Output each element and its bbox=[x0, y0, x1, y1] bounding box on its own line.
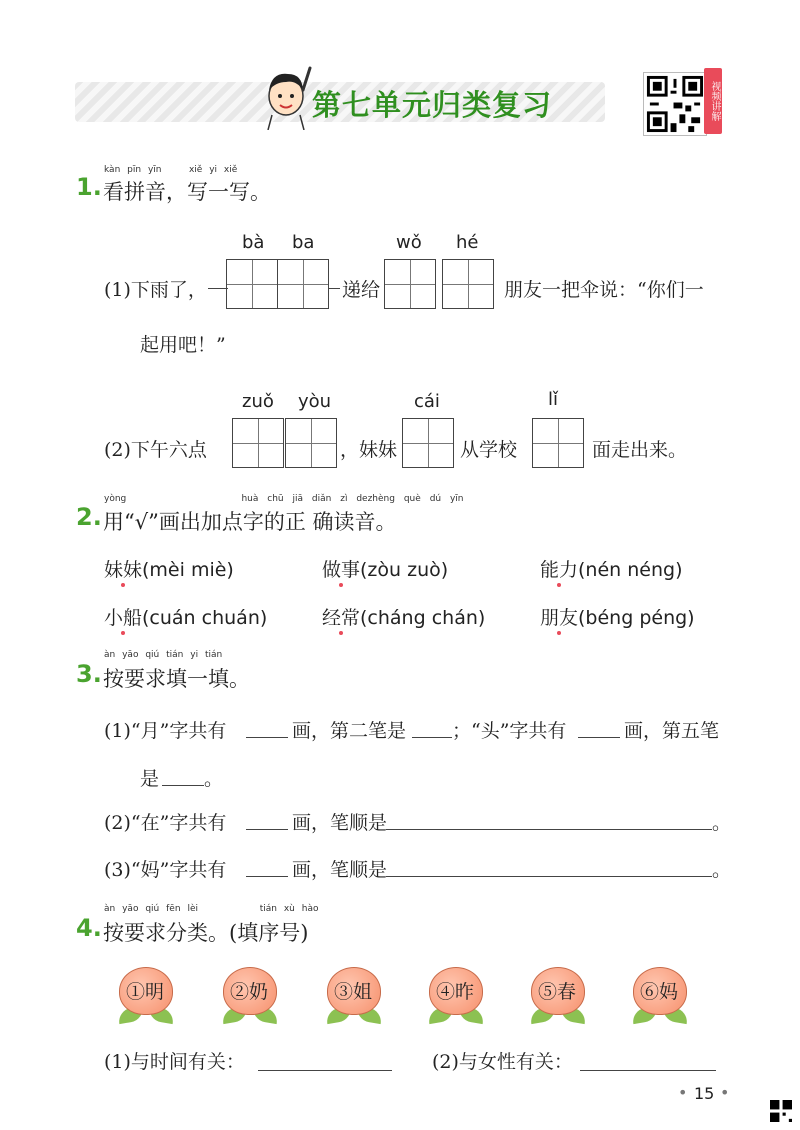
q3-2-b: 画，笔顺是 bbox=[292, 812, 388, 834]
blank-line[interactable] bbox=[386, 829, 712, 830]
section4-number: 4. bbox=[76, 914, 102, 942]
section1-pinyin: kàn pīn yīn xiě yi xiě bbox=[104, 165, 238, 175]
q3-1-b: 画，第二笔是 bbox=[292, 720, 407, 742]
q2-mid2: 从学校 bbox=[460, 439, 518, 461]
section2-number: 2. bbox=[76, 503, 102, 531]
blank-line[interactable] bbox=[412, 737, 452, 738]
section3-title: 按要求填一填。 bbox=[103, 667, 250, 691]
page-dot-left: • bbox=[678, 1083, 688, 1102]
choice-item[interactable]: 做事(zòu zuò) bbox=[322, 559, 449, 581]
q3-3-b: 画，笔顺是 bbox=[292, 859, 388, 881]
q2-pinyin-li: lǐ bbox=[548, 389, 559, 410]
q1-after: 朋友一把伞说：“你们一 bbox=[504, 279, 704, 301]
q3-3-end: 。 bbox=[712, 859, 732, 881]
q3-1-a: (1)“月”字共有 bbox=[104, 720, 227, 742]
q1-leadline bbox=[208, 288, 228, 289]
blank-line[interactable] bbox=[246, 829, 288, 830]
q2-pinyin-zuo: zuǒ bbox=[242, 391, 274, 412]
section4-pinyin: àn yāo qiú fēn lèi tián xù hào bbox=[104, 904, 319, 914]
writing-box[interactable] bbox=[532, 418, 584, 468]
section1-title: 看拼音，写一写。 bbox=[103, 180, 271, 204]
blank-line[interactable] bbox=[246, 876, 288, 877]
answer-line[interactable] bbox=[580, 1070, 716, 1071]
writing-box[interactable] bbox=[226, 259, 278, 309]
q2-pinyin-you: yòu bbox=[298, 391, 332, 412]
q1-mid: 递给 bbox=[342, 279, 381, 301]
section4-title: 按要求分类。(填序号) bbox=[103, 921, 309, 945]
choice-item[interactable]: 经常(cháng chán) bbox=[322, 607, 486, 629]
choice-item[interactable]: 能力(nén néng) bbox=[540, 559, 683, 581]
section3-pinyin: àn yāo qiú tián yi tián bbox=[104, 650, 223, 660]
peach-card: ⑤春 bbox=[524, 964, 590, 1034]
blank-line[interactable] bbox=[386, 876, 712, 877]
choice-item[interactable]: 小船(cuán chuán) bbox=[104, 607, 268, 629]
peach-card: ③姐 bbox=[320, 964, 386, 1034]
blank-line[interactable] bbox=[578, 737, 620, 738]
q2-pinyin-cai: cái bbox=[414, 391, 440, 412]
q3-1-d: 画，第五笔 bbox=[624, 720, 720, 742]
page-dot-right: • bbox=[720, 1083, 730, 1102]
page-title: 第七单元归类复习 bbox=[312, 88, 553, 122]
section1-number: 1. bbox=[76, 173, 102, 201]
q3-2-end: 。 bbox=[712, 812, 732, 834]
writing-box[interactable] bbox=[402, 418, 454, 468]
section2-pinyin: yòng huà chū jiā diǎn zì dezhèng què dú yīn bbox=[104, 494, 464, 504]
boy-mascot-icon bbox=[258, 60, 318, 130]
q1-pinyin-wo: wǒ bbox=[396, 232, 422, 253]
choice-item[interactable]: 朋友(béng péng) bbox=[540, 607, 695, 629]
q3-1-e: 是 bbox=[140, 768, 160, 790]
q3-2-a: (2)“在”字共有 bbox=[104, 812, 227, 834]
answer-line[interactable] bbox=[258, 1070, 392, 1071]
q3-1-f: 。 bbox=[204, 768, 224, 790]
writing-box[interactable] bbox=[277, 259, 329, 309]
page-number: 15 bbox=[694, 1084, 715, 1103]
writing-box[interactable] bbox=[442, 259, 494, 309]
peach-card: ⑥妈 bbox=[626, 964, 692, 1034]
qr-code-icon[interactable] bbox=[643, 72, 707, 136]
q1-pinyin-ba: ba bbox=[292, 232, 315, 253]
blank-line[interactable] bbox=[246, 737, 288, 738]
q1-pinyin-ba4: bà bbox=[242, 232, 265, 253]
q3-1-c: ；“头”字共有 bbox=[452, 720, 567, 742]
q1-line2: 起用吧！” bbox=[140, 334, 226, 356]
writing-box[interactable] bbox=[384, 259, 436, 309]
peach-card: ②奶 bbox=[216, 964, 282, 1034]
q2-after: 面走出来。 bbox=[592, 439, 688, 461]
peach-card: ①明 bbox=[112, 964, 178, 1034]
writing-box[interactable] bbox=[232, 418, 284, 468]
blank-line[interactable] bbox=[162, 785, 204, 786]
peach-card: ④昨 bbox=[422, 964, 488, 1034]
q3-3-a: (3)“妈”字共有 bbox=[104, 859, 227, 881]
writing-box[interactable] bbox=[285, 418, 337, 468]
choice-item[interactable]: 妹妹(mèi miè) bbox=[104, 559, 234, 581]
small-qr-icon bbox=[770, 1100, 792, 1122]
q2-mid: ，妹妹 bbox=[340, 439, 398, 461]
q4-1-label: (1)与时间有关： bbox=[104, 1051, 245, 1073]
q1-label: (1)下雨了， bbox=[104, 279, 207, 301]
video-lecture-tag[interactable]: 视频讲解 bbox=[704, 68, 722, 134]
section2-title: 用“√”画出加点字的正 确读音。 bbox=[103, 510, 397, 534]
section3-number: 3. bbox=[76, 660, 102, 688]
q2-label: (2)下午六点 bbox=[104, 439, 207, 461]
q1-line bbox=[328, 288, 340, 289]
q1-pinyin-he: hé bbox=[456, 232, 479, 253]
q4-2-label: (2)与女性有关： bbox=[432, 1051, 573, 1073]
